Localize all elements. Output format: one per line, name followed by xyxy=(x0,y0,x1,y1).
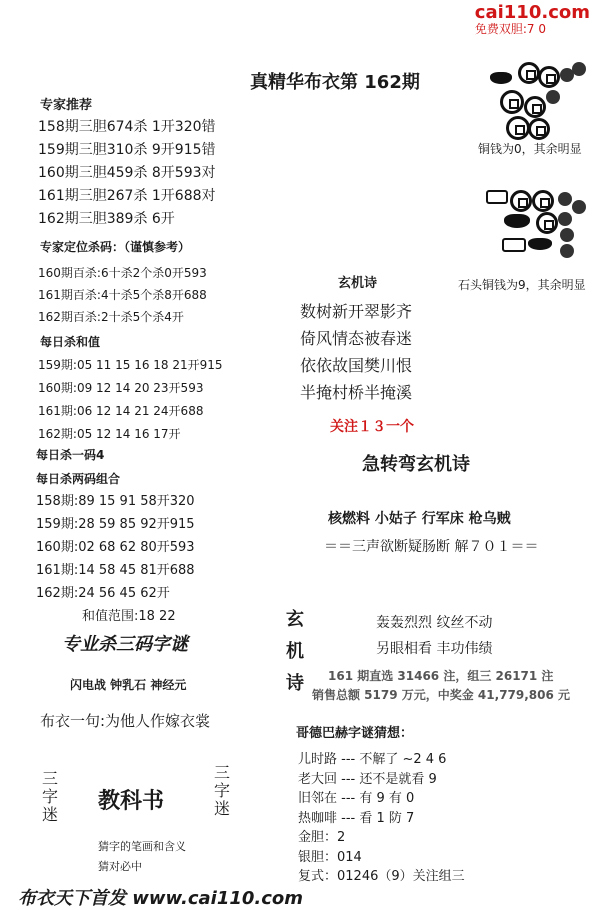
footer-banner: 布衣天下首发 www.cai110.com xyxy=(18,888,304,909)
list-item: 160期百杀:6十杀2个杀0开593 xyxy=(38,266,207,280)
san-zi-mi-right: 三 字 迷 xyxy=(214,763,231,818)
brand-site: cai110.com xyxy=(474,2,590,23)
coin-puzzle-1 xyxy=(482,58,592,138)
list-item: 复式：01246（9）关注组三 xyxy=(298,869,465,884)
san-zi-mi-left: 三 字 迷 xyxy=(42,769,59,824)
riddle3-title: 专业杀三码字谜 xyxy=(62,634,188,655)
list-item: 159期:05 11 15 16 18 21开915 xyxy=(38,358,223,372)
daily-one: 每日杀一码4 xyxy=(36,448,105,462)
godel-list xyxy=(298,750,465,887)
daily-sum-list xyxy=(38,354,223,446)
san-zi-mi-hint1: 猜字的笔画和含义 xyxy=(98,840,186,853)
poem-line: 倚风情态被春迷 xyxy=(300,329,413,348)
list-item: 160期:02 68 62 80开593 xyxy=(36,540,195,555)
sales-stats-1: 161 期直选 31466 注，组三 26171 注 xyxy=(328,669,554,683)
buyi-line: 布衣一句:为他人作嫁衣裳 xyxy=(40,712,211,730)
xuanji-line2: 另眼相看 丰功伟绩 xyxy=(376,641,493,657)
list-item: 老大回 --- 还不是就看 9 xyxy=(298,771,437,787)
free-pick: 免费双胆:7 0 xyxy=(474,22,546,36)
poem-heading: 玄机诗 xyxy=(338,276,378,291)
list-item: 旧邻在 --- 有 9 有 0 xyxy=(298,791,415,806)
puzzle-2-caption: 石头铜钱为9，其余明显 xyxy=(458,278,586,292)
sales-stats-2: 销售总额 5179 万元，中奖金 41,779,806 元 xyxy=(312,688,571,702)
list-item: 159期三胆310杀 9开915错 xyxy=(38,142,216,158)
list-item: 161期三胆267杀 1开688对 xyxy=(38,188,216,204)
position-kill-list xyxy=(38,262,207,328)
position-kill-heading: 专家定位杀码：（谨慎参考） xyxy=(40,240,191,254)
list-item: 161期:14 58 45 81开688 xyxy=(36,563,195,578)
list-item: 161期百杀:4十杀5个杀8开688 xyxy=(38,288,207,302)
jizhuan-title: 急转弯玄机诗 xyxy=(362,454,470,475)
focus-note: 关注１３一个 xyxy=(330,419,414,435)
san-zi-mi-hint2: 猜对必中 xyxy=(98,860,142,873)
list-item: 热咖啡 --- 看 1 防 7 xyxy=(298,810,415,826)
list-item: 162期:05 12 14 16 17开 xyxy=(38,427,181,441)
sum-range: 和值范围:18 22 xyxy=(82,609,176,624)
list-item: 儿时路 --- 不解了 ~2 4 6 xyxy=(298,752,447,767)
list-item: 161期:06 12 14 21 24开688 xyxy=(38,404,204,418)
daily-two-heading: 每日杀两码组合 xyxy=(36,472,121,486)
list-item: 160期三胆459杀 8开593对 xyxy=(38,165,216,181)
daily-sum-heading: 每日杀和值 xyxy=(40,335,101,349)
godel-heading: 哥德巴赫字谜猜想： xyxy=(296,726,414,741)
list-item: 160期:09 12 14 20 23开593 xyxy=(38,381,204,395)
list-item: 银胆：014 xyxy=(298,849,362,865)
list-item: 159期:28 59 85 92开915 xyxy=(36,517,195,532)
san-zi-mi-word: 教科书 xyxy=(98,789,165,814)
list-item: 金胆：2 xyxy=(298,830,346,845)
xuanji-vertical: 玄 机 诗 xyxy=(286,609,304,694)
experts-list xyxy=(38,116,216,231)
jizhuan-words: 核燃料 小姑子 行军床 枪乌贼 xyxy=(328,511,511,527)
list-item: 162期百杀:2十杀5个杀4开 xyxy=(38,310,184,324)
jizhuan-line2: ＝＝三声欲断疑肠断 解７０１＝＝ xyxy=(324,539,539,555)
experts-heading: 专家推荐 xyxy=(40,98,93,113)
list-item: 158期:89 15 91 58开320 xyxy=(36,494,195,509)
coin-puzzle-2 xyxy=(484,188,594,268)
list-item: 158期三胆674杀 1开320错 xyxy=(38,119,216,135)
poem-line: 依依故国樊川恨 xyxy=(300,356,413,375)
poem-lines xyxy=(300,298,412,406)
xuanji-line1: 轰轰烈烈 纹丝不动 xyxy=(376,615,493,631)
page-title: 真精华布衣第 162期 xyxy=(250,72,420,93)
puzzle-1-caption: 铜钱为0，其余明显 xyxy=(478,142,582,156)
list-item: 162期:24 56 45 62开 xyxy=(36,586,170,601)
list-item: 162期三胆389杀 6开 xyxy=(38,211,175,227)
daily-two-list xyxy=(36,490,195,605)
poem-line: 半掩村桥半掩溪 xyxy=(300,383,413,402)
riddle3-words: 闪电战 钟乳石 神经元 xyxy=(70,678,187,692)
poem-line: 数树新开翠影齐 xyxy=(300,302,413,321)
